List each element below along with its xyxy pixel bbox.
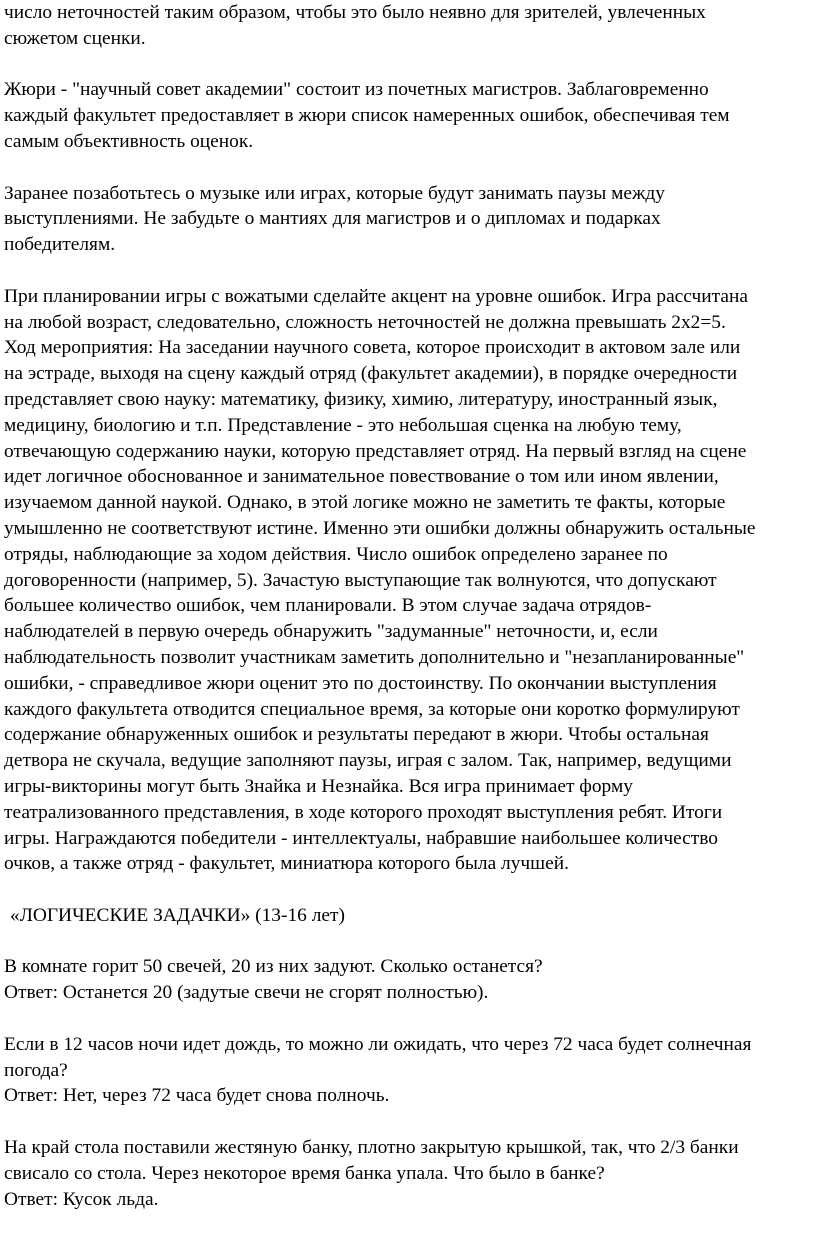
text-line: Заранее позаботьтесь о музыке или играх, которые будут занимать паузы между (4, 182, 665, 204)
text-line: умышленно не соответствуют истине. Именно эти ошибки должны обнаружить остальные (4, 517, 756, 539)
text-line: число неточностей таким образом, чтобы это было неявно для зрителей, увлеченных (4, 2, 706, 23)
text-line: представляет свою науку: математику, физику, химию, литературу, иностранный язык, (4, 388, 718, 410)
text-line: идет логичное обоснованное и занимательное повествование о том или ином явлении, (4, 466, 719, 488)
paragraph-music-games (4, 181, 810, 258)
question-line: В комнате горит 50 свечей, 20 из них задуют. Сколько останется? (4, 956, 543, 978)
text-line: наблюдателей в первую очередь обнаружить "задуманные" неточности, и, если (4, 621, 658, 643)
text-line: очков, а также отряд - факультет, миниатюра которого была лучшей. (4, 853, 569, 875)
text-line: игры. Награждаются победители - интеллектуалы, набравшие наибольшее количество (4, 827, 718, 849)
paragraph-errors-intro (4, 0, 810, 52)
text-line: отвечающую содержанию науки, которую представляет отряд. На первый взгляд на сцене (4, 440, 747, 462)
answer-line: Ответ: Нет, через 72 часа будет снова полночь. (4, 1085, 390, 1107)
question-line: На край стола поставили жестяную банку, плотно закрытую крышкой, так, что 2/3 банки (4, 1137, 739, 1159)
paragraph-jury (4, 77, 810, 154)
text-line: отряды, наблюдающие за ходом действия. Число ошибок определено заранее по (4, 543, 668, 565)
text-line: изучаемом данной наукой. Однако, в этой логике можно не заметить те факты, которые (4, 492, 726, 514)
riddle-can (4, 1135, 810, 1212)
text-line: самым объективность оценок. (4, 130, 254, 152)
paragraph-event-course (4, 284, 810, 877)
answer-line: Ответ: Останется 20 (задутые свечи не сгорят полностью). (4, 982, 489, 1004)
text-line: детвора не скучала, ведущие заполняют паузы, играя с залом. Так, например, ведущими (4, 750, 732, 772)
text-line: договоренности (например, 5). Зачастую выступающие так волнуются, что допускают (4, 569, 717, 591)
text-line: выступлениями. Не забудьте о мантиях для магистров и о дипломах и подарках (4, 208, 661, 230)
section-title: «ЛОГИЧЕСКИЕ ЗАДАЧКИ» (13-16 лет) (10, 904, 345, 926)
text-line: на эстраде, выходя на сцену каждый отряд (факультет академии), в порядке очередности (4, 363, 738, 385)
text-line: Ход мероприятия: На заседании научного совета, которое происходит в актовом зале или (4, 337, 741, 359)
text-line: Жюри - "научный совет академии" состоит из почетных магистров. Заблаговременно (4, 79, 709, 101)
riddle-candles (4, 954, 810, 1006)
answer-line: Ответ: Кусок льда. (4, 1188, 159, 1210)
text-line: содержание обнаруженных ошибок и результаты передают в жюри. Чтобы остальная (4, 724, 709, 746)
text-line: каждый факультет предоставляет в жюри список намеренных ошибок, обеспечивая тем (4, 105, 730, 127)
text-line: большее количество ошибок, чем планировали. В этом случае задача отрядов- (4, 595, 652, 617)
text-line: сюжетом сценки. (4, 27, 146, 49)
question-line: погода? (4, 1059, 68, 1081)
riddle-rain (4, 1032, 810, 1109)
text-line: ошибки, - справедливое жюри оценит это по достоинству. По окончании выступления (4, 672, 717, 694)
text-line: наблюдательность позволит участникам заметить дополнительно и "незапланированные" (4, 646, 745, 668)
text-line: При планировании игры с вожатыми сделайте акцент на уровне ошибок. Игра рассчитана (4, 285, 748, 307)
question-line: Если в 12 часов ночи идет дождь, то можно ли ожидать, что через 72 часа будет солнечная (4, 1033, 752, 1055)
text-line: каждого факультета отводится специальное время, за которые они коротко формулируют (4, 698, 740, 720)
text-line: на любой возраст, следовательно, сложность неточностей не должна превышать 2х2=5. (4, 311, 726, 333)
question-line: свисало со стола. Через некоторое время банка упала. Что было в банке? (4, 1162, 605, 1184)
text-line: медицину, биологию и т.п. Представление - это небольшая сценка на любую тему, (4, 414, 682, 436)
text-line: игры-викторины могут быть Знайка и Незнайка. Вся игра принимает форму (4, 775, 633, 797)
text-line: театрализованного представления, в ходе которого проходят выступления ребят. Итоги (4, 801, 723, 823)
text-line: победителям. (4, 234, 116, 256)
